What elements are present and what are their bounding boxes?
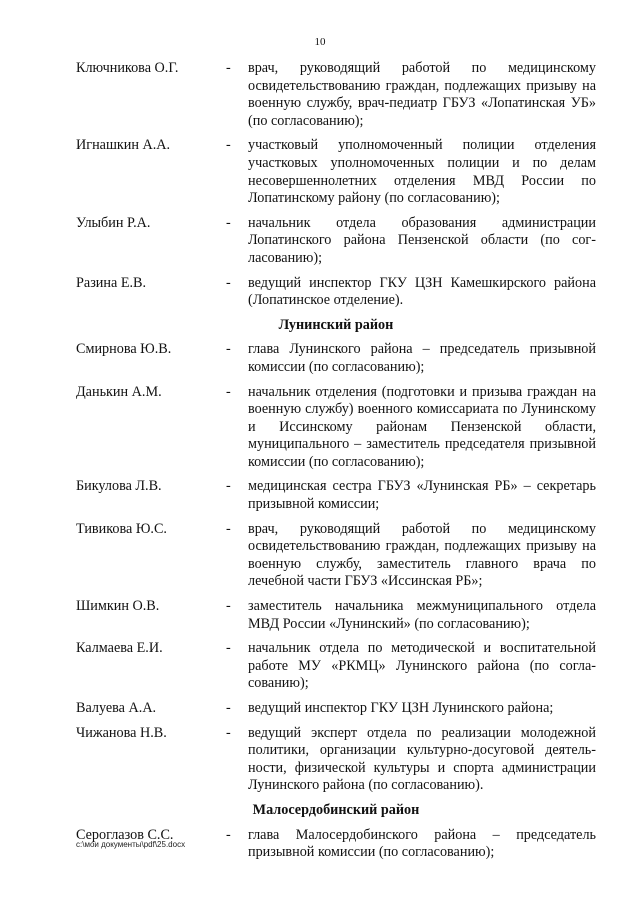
member-name: Чижанова Н.В. bbox=[76, 724, 167, 741]
dash: - bbox=[226, 826, 231, 843]
member-row bbox=[76, 478, 596, 513]
member-row bbox=[76, 598, 596, 633]
member-description: врач, руководящий работой по медицинскому освидетельствованию граждан, подлежащих призыву на военную службу, заместитель главного врача по лечебной части ГБУЗ «Иссинская РБ»; bbox=[248, 520, 596, 590]
member-name: Тивикова Ю.С. bbox=[76, 520, 167, 537]
dash: - bbox=[226, 137, 231, 154]
member-name: Улыбин Р.А. bbox=[76, 214, 151, 231]
member-name: Смирнова Ю.В. bbox=[76, 341, 172, 358]
member-description: медицинская сестра ГБУЗ «Лунинская РБ» – секретарь призывной комиссии; bbox=[248, 478, 596, 513]
member-row bbox=[76, 384, 596, 472]
dash: - bbox=[226, 700, 231, 716]
member-description: глава Лунинского района – председатель призывной комиссии (по согласованию); bbox=[248, 341, 596, 375]
member-name: Бикулова Л.В. bbox=[76, 478, 162, 495]
member-description: глава Малосердобинского района – председатель призывной комиссии (по согласованию); bbox=[248, 826, 596, 861]
member-row bbox=[76, 215, 596, 268]
section-luninsky bbox=[76, 317, 596, 795]
dash: - bbox=[226, 214, 231, 231]
file-path-footer: c:\мои документы\pdf\25.docx bbox=[76, 840, 186, 849]
commission-list bbox=[76, 60, 596, 869]
dash: - bbox=[226, 341, 231, 358]
member-row bbox=[76, 725, 596, 795]
district-heading: Лунинский район bbox=[278, 316, 394, 333]
member-description: врач, руководящий работой по медицинскому освидетельствованию граждан, подлежащих призыву на военную службу, врач-педиатр ГБУЗ «Лопатинская УБ» (по согласованию); bbox=[248, 60, 596, 129]
dash: - bbox=[226, 383, 231, 400]
dash: - bbox=[226, 520, 231, 537]
member-description: начальник отдела образования администрации Лопатинского района Пензенской области (по согласованию); bbox=[248, 214, 596, 266]
member-row bbox=[76, 521, 596, 591]
dash: - bbox=[226, 724, 231, 741]
member-description: ведущий инспектор ГКУ ЦЗН Лунинского района; bbox=[248, 700, 554, 716]
dash: - bbox=[226, 60, 231, 76]
member-description: ведущий эксперт отдела по реализации молодежной политики, организации культурно-досуговой деятельности, физической культуры и спорта администрации Лунинского района (по согласованию). bbox=[248, 724, 596, 794]
member-row bbox=[76, 341, 596, 376]
member-name: Данькин А.М. bbox=[76, 383, 162, 400]
member-row bbox=[76, 700, 596, 718]
member-name: Шимкин О.В. bbox=[76, 598, 160, 615]
member-description: участковый уполномоченный полиции отделения участковых уполномоченных полиции и по делам несовершеннолетних отделения МВД России по Лопатинскому району (по согласованию); bbox=[248, 137, 596, 207]
member-name: Разина Е.В. bbox=[76, 274, 147, 291]
page-number: 10 bbox=[314, 36, 326, 48]
member-name: Игнашкин А.А. bbox=[76, 137, 171, 154]
section-continuation bbox=[76, 60, 596, 310]
member-description: заместитель начальника межмуниципального отдела МВД России «Лунинский» (по согласованию); bbox=[248, 598, 596, 632]
member-name: Валуева А.А. bbox=[76, 700, 157, 716]
member-description: начальник отдела по методической и воспитательной работе МУ «РКМЦ» Лунинского района (по согласованию); bbox=[248, 640, 596, 692]
member-name: Калмаева Е.И. bbox=[76, 640, 163, 657]
member-row bbox=[76, 640, 596, 693]
section-maloserdobinsky bbox=[76, 802, 596, 862]
member-name: Сероглазов С.С. bbox=[76, 826, 174, 843]
member-row bbox=[76, 60, 596, 130]
member-row bbox=[76, 275, 596, 310]
member-row bbox=[76, 137, 596, 207]
dash: - bbox=[226, 478, 231, 495]
member-description: ведущий инспектор ГКУ ЦЗН Камешкирского района (Лопатинское отделение). bbox=[248, 274, 596, 309]
district-heading: Малосердобинский район bbox=[252, 801, 420, 818]
member-description: начальник отделения (подготовки и призыва граждан на военную службу) военного комиссариата по Лунинскому и Иссинскому районам Пензенской области, муниципального – заместитель председателя призывной комиссии (по согласованию); bbox=[248, 383, 596, 470]
dash: - bbox=[226, 598, 231, 615]
dash: - bbox=[226, 640, 231, 657]
member-name: Ключникова О.Г. bbox=[76, 60, 179, 76]
dash: - bbox=[226, 274, 231, 291]
